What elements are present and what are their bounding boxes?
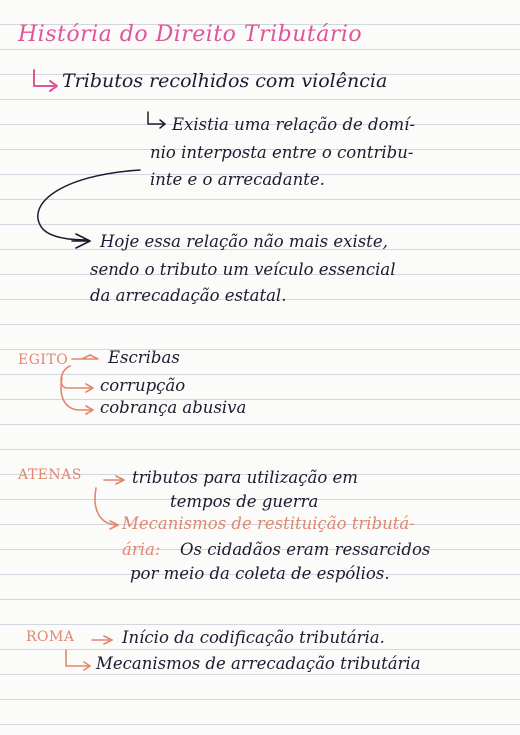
egito-label: EGITO [18,352,69,368]
roma-label: ROMA [26,629,75,645]
atenas-mechanism-text: Os cidadãos eram ressarcidos [180,540,431,559]
sub-arrow-icon [148,112,165,128]
egito-item-1: Escribas [108,348,180,367]
existed-line-2: nio interposta entre o contribu- [150,143,414,162]
today-line-3: da arrecadação estatal. [90,286,287,305]
today-line-2: sendo o tributo um veículo essencial [90,260,396,279]
atenas-mechanism-heading-cont: ária: [122,540,161,559]
curved-arrow-icon [38,170,140,240]
roma-item-1: Início da codificação tributária. [122,628,385,647]
roma-item-2: Mecanismos de arrecadação tributária [96,654,421,673]
atenas-mechanism-heading: Mecanismos de restituição tributá- [122,514,415,533]
existed-line-1: Existia uma relação de domí- [172,115,416,134]
atenas-label: ATENAS [18,467,82,483]
atenas-item-line-2: tempos de guerra [170,492,319,511]
atenas-mechanism-text-cont: por meio da coleta de espólios. [130,564,390,583]
page-title: História do Direito Tributário [18,22,363,47]
atenas-arrows-icon [95,476,124,529]
today-line-1: Hoje essa relação não mais existe, [100,232,388,251]
arrowhead-icon [72,234,90,248]
egito-item-2: corrupção [100,376,186,395]
atenas-item-line-1: tributos para utilização em [132,468,358,487]
egito-item-3: cobrança abusiva [100,398,247,417]
heading-arrow-icon [34,70,57,91]
existed-line-3: inte e o arrecadante. [150,170,325,189]
section-heading: Tributos recolhidos com violência [62,70,388,92]
